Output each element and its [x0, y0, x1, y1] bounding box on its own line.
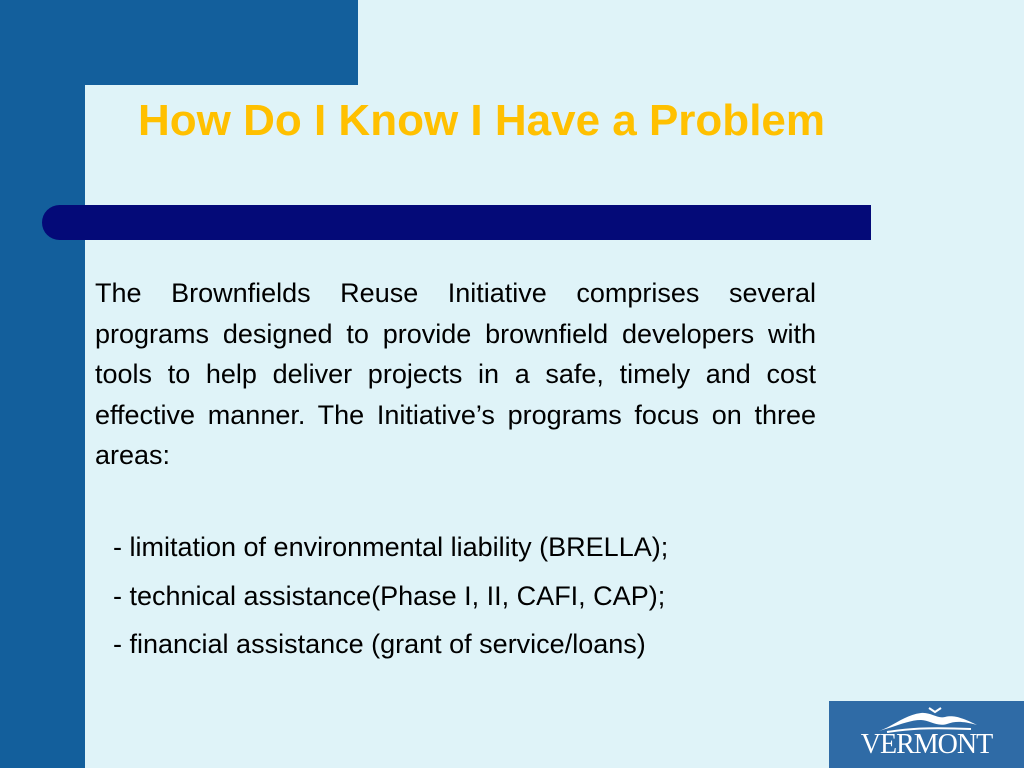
logo-text: VERMONT	[860, 729, 993, 760]
title-underline-bar	[42, 205, 871, 240]
bullet-item: - technical assistance(Phase I, II, CAFI, CAP);	[113, 581, 666, 611]
slide-title: How Do I Know I Have a Problem	[138, 96, 826, 145]
vermont-logo	[829, 701, 1024, 768]
left-accent-band	[0, 0, 85, 768]
bullet-item: - financial assistance (grant of service/loans)	[113, 629, 646, 659]
top-accent-band	[0, 0, 358, 85]
bullet-item: - limitation of environmental liability (BRELLA);	[113, 532, 669, 562]
body-paragraph: The Brownfields Reuse Initiative comprises several programs designed to provide brownfield developers with tools to help deliver projects in a safe, timely and cost effective manner. The Initiative’s programs focus on three areas:	[95, 278, 816, 470]
